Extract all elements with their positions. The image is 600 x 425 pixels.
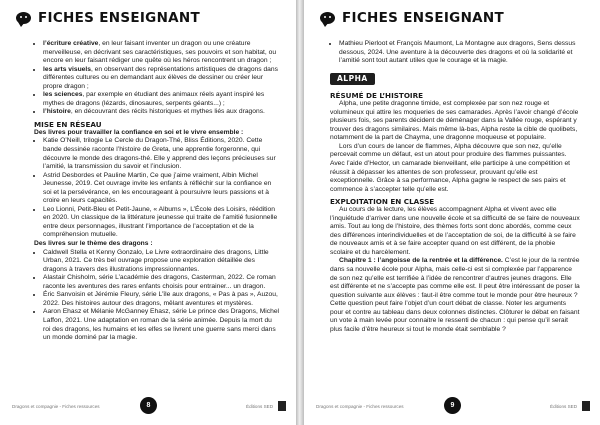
right-publisher: Éditions SED xyxy=(550,404,578,409)
right-content xyxy=(330,40,580,334)
list-item: • Caldwell Stella et Kenny Gonzalo, Le Livre extraordinaire des dragons, Little Urban, 2021. Ce très bel ouvrage propose une exploration détaillée des dragons à travers des illustrations impressionnantes. xyxy=(43,249,280,275)
books-list-2 xyxy=(34,249,280,343)
book-gutter xyxy=(296,0,304,425)
right-page xyxy=(304,0,600,425)
right-header xyxy=(320,10,504,26)
right-header-title: FICHES ENSEIGNANT xyxy=(342,10,505,26)
list-item: • Éric Sanvoisin et Jérémie Fleury, série L’île aux dragons, « Pas à pas », Auzou, 2022. Des histoires autour des dragons, mêlant aventures et mystères. xyxy=(43,291,280,308)
list-item: • Leo Lionni, Petit-Bleu et Petit-Jaune, « Albums », L’École des Loisirs, réédition en 2020. Un classique de la littérature jeunesse qui traite de l’amitié fusionnelle entre deux personnages, illustrant l’importance de l’acceptation et de la compréhension mutuelle. xyxy=(43,206,280,240)
publisher-logo-icon xyxy=(582,401,590,411)
list-item: • Alastair Chisholm, série L’académie des dragons, Casterman, 2022. Ce roman raconte les aventures des rares enfants choisis pour entrainer... un dragon. xyxy=(43,274,280,291)
left-page xyxy=(0,0,296,425)
list-item: • l’écriture créative, en leur faisant inventer un dragon ou une créature merveilleuse, en décrivant ses caractéristiques, ses pouvoirs et son habitat, ou encore en leur faisant rédiger une quête où les héros rencontrent un dragon ; xyxy=(43,40,280,66)
list-item: • Katie O’Neill, trilogie Le Cercle du Dragon-Thé, Bliss Éditions, 2020. Cette bande dessinée raconte l’histoire de Greta, une apprentie forgeronne, qui découvre le monde des dragons-thé. Elle y apprend des leçons précieuses sur l’amitié, la transmission du savoir et l’inclusion. xyxy=(43,137,280,171)
list-item: • les arts visuels, en observant des représentations artistiques de dragons dans différentes cultures ou en demandant aux élèves de dessiner ou créer leur propre dragon ; xyxy=(43,66,280,92)
books-list-1 xyxy=(34,137,280,240)
right-footer-text: Dragons et compagnie - Fiches ressources xyxy=(316,404,404,409)
left-header-title: FICHES ENSEIGNANT xyxy=(38,10,201,26)
left-content xyxy=(34,40,280,343)
subhead-confiance: Des livres pour travailler la confiance en soi et le vivre ensemble : xyxy=(34,128,244,136)
alpha-title-box: ALPHA xyxy=(330,73,375,86)
resume-paragraph: Alpha, une petite dragonne timide, est complexée par son nez rouge et volumineux qui attire les moqueries de ses camarades. Après l’avoir changé d’école plusieurs fois, ses parents décident de déménager dans la Vallée rouge, espérant y trouver des dragons similaires. Mais même là-bas, Alpha reste la cible de quolibets, notamment de la part de Chayma, une dragonne moqueuse et populaire. xyxy=(330,100,579,142)
section-title-reseau: MISE EN RÉSEAU xyxy=(34,119,102,129)
left-header xyxy=(16,10,200,26)
list-item: • Aaron Ehasz et Mélanie McGanney Ehasz, série Le prince des Dragons, Michel Laffon, 2021. Une adaptation en roman de la série animée. Depuis la mort du roi des dragons, les humains et les elfes se livrent une guerre sans merci dans un monde dominé par la magie. xyxy=(43,308,280,342)
resume-paragraph: Lors d’un cours de lancer de flammes, Alpha découvre que son nez, qu’elle percevait comme un défaut, est un atout pour produire des flammes puissantes. Avec l’aide d’Hector, un camarade bienveillant, elle participe à une compétition et réussit à dépasser les attentes de son professeur, prouvant qu’elle est exceptionnelle. Grâce à sa performance, Alpha gagne le respect de ses pairs et commence à s’accepter telle qu’elle est. xyxy=(330,142,571,193)
publisher-logo-icon xyxy=(278,401,286,411)
section-title-resume: RÉSUMÉ DE L’HISTOIRE xyxy=(330,91,424,101)
list-item: • Astrid Desbordes et Pauline Martin, Ce que j’aime vraiment, Albin Michel Jeunesse, 2019. Cet ouvrage invite les enfants à réfléchir sur la confiance en soi et la persévérance, en les encourageant à poursuivre leurs passions et à croire en leurs capacités. xyxy=(43,172,280,206)
right-page-number: 9 xyxy=(444,397,461,414)
left-publisher: Éditions SED xyxy=(246,404,274,409)
exploitation-paragraph: Au cours de la lecture, les élèves accompagnent Alpha et vivent avec elle l’inquiétude d’arriver dans une nouvelle école et sa difficulté de se faire de nouveaux amis. Tout au long de l’histoire, des thèmes forts sont donc abordés, comme ceux des différences interindividuelles et de l’acceptation de soi, de la difficulté à se faire de nouveaux amis et à se faire accepter quand on est différent, de la phobie scolaire et du harcèlement. xyxy=(330,206,580,256)
left-page-number: 8 xyxy=(140,397,157,414)
list-item: • l’histoire, en découvrant des récits historiques et mythes liés aux dragons. xyxy=(43,108,280,117)
subhead-dragons: Des livres sur le thème des dragons : xyxy=(34,240,153,248)
section-title-exploitation: EXPLOITATION EN CLASSE xyxy=(330,197,435,207)
chapter-paragraph xyxy=(330,257,580,334)
chapter-text: C’est le jour de la rentrée dans sa nouvelle école pour Alpha, mais celle-ci est si complexée par l’apparence de son nez qu’elle est terrifiée à l’idée de rencontrer d’autres jeunes dragons. Elle est différente et ne s’accepte pas comme elle est. Il peut être intéressant de poser la question suivante aux élèves : faut-il être comme tout le monde pour être heureux ? Cette question peut faire l’objet d’un court débat de classe. Noter les arguments pour et contre au tableau dans deux colonnes distinctes. Clôturer le débat en faisant un vote à main levée pour connaitre le ressenti de chacun : qui pense qu’il serait plus facile d’être heureux si tout le monde était semblable ? xyxy=(330,257,580,333)
left-footer-text: Dragons et compagnie - Fiches ressources xyxy=(12,404,100,409)
list-item: • Mathieu Pierloot et François Maumont, La Montagne aux dragons, Sens dessus dessous, 2024. Une aventure à la découverte des dragons et où la solidarité et l’amitié sont tout autant utiles que le courage et la magie. xyxy=(339,40,580,66)
speech-bubble-icon xyxy=(320,12,335,24)
chapter-title: Chapitre 1 : l’angoisse de la rentrée et la différence. xyxy=(339,257,503,265)
speech-bubble-icon xyxy=(16,12,31,24)
list-item: • les sciences, par exemple en étudiant des animaux réels ayant inspiré les mythes de dragons (lézards, dinosaures, serpents géants...) ; xyxy=(43,91,280,108)
top-book-list xyxy=(330,40,580,66)
intro-list xyxy=(34,40,280,117)
